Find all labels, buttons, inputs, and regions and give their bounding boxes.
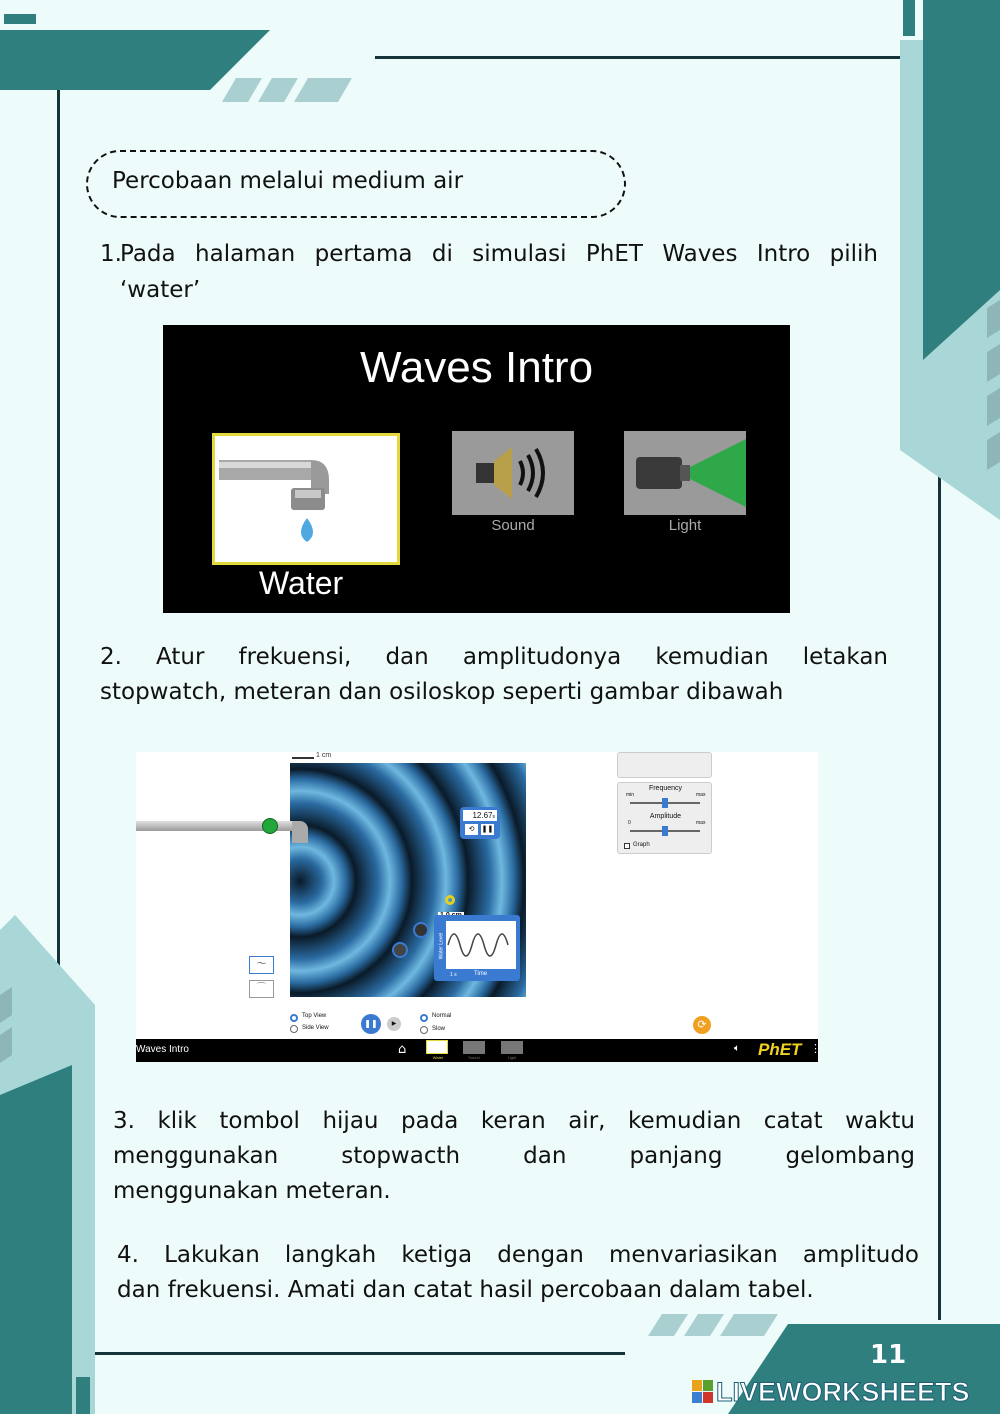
meter-tape[interactable] <box>445 895 455 905</box>
faucet-spout <box>292 821 308 843</box>
liveworksheets-logo-icon <box>692 1380 714 1404</box>
side-view-radio[interactable] <box>290 1025 298 1033</box>
freq-max: max <box>696 792 706 798</box>
reset-all-button[interactable]: ⟳ <box>693 1016 711 1034</box>
water-simulation-screenshot <box>136 752 821 1062</box>
nav-tab-sound[interactable] <box>463 1041 485 1054</box>
light-option-label: Light <box>668 517 702 534</box>
faucet-green-button[interactable] <box>262 818 278 834</box>
light-option[interactable] <box>624 431 746 515</box>
phet-logo[interactable]: PhET <box>758 1040 802 1059</box>
amp-min: 0 <box>628 820 631 826</box>
hatch-stripes-top <box>222 78 352 102</box>
step-4-line2: dan frekuensi. Amati dan catat hasil percobaan dalam tabel. <box>117 1277 814 1303</box>
step-1-text-line2: ‘water’ <box>120 277 201 303</box>
nav-title: Waves Intro <box>136 1044 189 1055</box>
step-4-line1: 4. Lakukan langkah ketiga dengan menvariasikan amplitudo <box>117 1242 919 1268</box>
oscilloscope-screen <box>446 921 516 969</box>
stopwatch-unit: s <box>492 814 495 820</box>
graph-label: Graph <box>633 842 650 848</box>
chart-x-label: Time <box>474 971 488 977</box>
amplitude-label: Amplitude <box>649 813 682 820</box>
sound-toggle-icon[interactable]: 🔈︎ <box>734 1043 740 1054</box>
home-icon[interactable]: ⌂ <box>398 1042 407 1057</box>
probe-2[interactable] <box>392 942 408 958</box>
stopwatch-time: 12.67 <box>472 811 493 820</box>
page-number: 11 <box>870 1340 907 1370</box>
faucet-icon <box>215 436 397 562</box>
step-2-line1: 2. Atur frekuensi, dan amplitudonya kemudian letakan <box>100 644 888 670</box>
step-1-number: 1. <box>100 241 122 267</box>
pulse-tool-icon[interactable]: ⌒ <box>249 980 274 998</box>
water-option[interactable] <box>212 433 400 565</box>
laser-icon <box>624 431 746 515</box>
liveworksheets-logo <box>692 1377 992 1407</box>
step-3-line3: menggunakan meteran. <box>113 1178 391 1204</box>
menu-icon[interactable]: ⋮ <box>810 1042 821 1055</box>
step-1-text-line1: Pada halaman pertama di simulasi PhET Waves Intro pilih <box>120 241 878 267</box>
stopwatch-display <box>463 810 497 821</box>
wave-tool-icon[interactable]: 〜 <box>249 956 274 974</box>
frequency-label: Frequency <box>648 785 683 792</box>
sound-option[interactable] <box>452 431 574 515</box>
frame-bottom-line <box>95 1352 625 1355</box>
frequency-slider-thumb[interactable] <box>662 798 668 808</box>
normal-label: Normal <box>432 1013 452 1019</box>
amplitude-slider-thumb[interactable] <box>662 826 668 836</box>
speaker-icon <box>452 431 574 515</box>
top-view-radio[interactable] <box>290 1014 298 1022</box>
nav-tab-sound-label: Sound <box>468 1055 480 1060</box>
normal-radio[interactable] <box>420 1014 428 1022</box>
freq-min: min <box>626 792 635 798</box>
slow-radio[interactable] <box>420 1026 428 1034</box>
water-option-label: Water <box>259 565 344 601</box>
menu-title: Waves Intro <box>359 343 594 392</box>
top-view-label: Top View <box>302 1013 327 1019</box>
step-button[interactable]: ▶ <box>387 1017 401 1031</box>
amp-max: max <box>696 820 706 826</box>
sound-option-label: Sound <box>491 517 535 534</box>
right-side-decoration <box>895 0 1000 530</box>
graph-checkbox[interactable] <box>624 843 630 849</box>
nav-tab-light[interactable] <box>501 1041 523 1054</box>
nav-tab-water-label: Water <box>432 1055 444 1060</box>
oscilloscope-wave <box>446 921 516 969</box>
stopwatch-reset-button[interactable]: ⟲ <box>465 824 478 835</box>
oscilloscope-chart[interactable] <box>434 915 520 981</box>
probe-1[interactable] <box>413 922 429 938</box>
stopwatch-pause-button[interactable]: ❚❚ <box>481 825 494 833</box>
slow-label: Slow <box>432 1026 446 1032</box>
step-3-line1: 3. klik tombol hijau pada keran air, kemudian catat waktu <box>113 1108 915 1134</box>
control-panel <box>617 782 712 854</box>
nav-tab-light-label: Light <box>507 1055 517 1060</box>
chart-y-label: Water Level <box>438 932 445 960</box>
scale-label: 1 cm <box>316 752 332 759</box>
control-panel-header <box>617 752 712 778</box>
waves-intro-menu-screenshot <box>163 325 790 613</box>
stopwatch[interactable] <box>460 807 500 839</box>
section-title: Percobaan melalui medium air <box>112 168 464 194</box>
step-2-line2: stopwatch, meteran dan osiloskop seperti gambar dibawah <box>100 679 784 705</box>
left-bottom-decoration <box>0 915 100 1414</box>
frame-top-line <box>375 56 900 59</box>
pause-button[interactable]: ❚❚ <box>361 1014 381 1034</box>
corner-bar-small <box>4 14 36 24</box>
step-3-line2: menggunakan stopwacth dan panjang gelombang <box>113 1143 915 1169</box>
nav-tab-water[interactable] <box>426 1040 448 1054</box>
chart-scale: 1 s <box>450 972 457 978</box>
brand-text: LIVEWORKSHEETS <box>716 1377 970 1407</box>
navigation-bar <box>136 1039 821 1062</box>
side-view-label: Side View <box>302 1025 329 1031</box>
scale-bar <box>292 757 314 759</box>
